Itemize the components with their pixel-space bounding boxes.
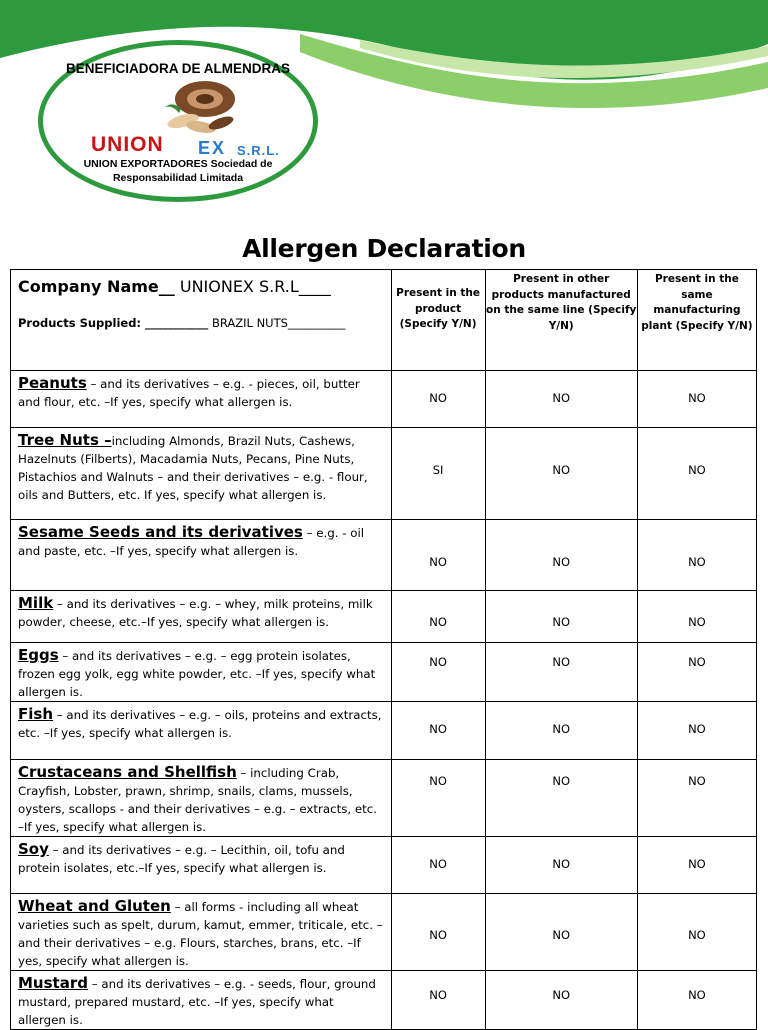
answer-product: NO (391, 894, 485, 971)
answer-plant: NO (637, 591, 756, 643)
allergen-description-cell (11, 591, 392, 643)
products-supplied-label: Products Supplied: ___________ (18, 316, 209, 330)
table-row (11, 591, 757, 643)
logo-brand-union: UNION (91, 133, 164, 156)
brazil-nut-icon (143, 79, 243, 141)
allergen-details: including Almonds, Brazil Nuts, Cashews, Hazelnuts (Filberts), Macadamia Nuts, Pecans, Pine Nuts, Pistachios and Walnuts – and their derivatives – e.g. - flour, oils and Butters, etc. If yes, specify what allergen is. (18, 434, 368, 502)
table-row (11, 371, 757, 428)
allergen-description-cell (11, 894, 392, 971)
answer-plant: NO (637, 643, 756, 702)
column-header-same-line: Present in other products manufactured on the same line (Specify Y/N) (485, 270, 637, 371)
allergen-details: – and its derivatives – e.g. – whey, milk proteins, milk powder, cheese, etc.–If yes, specify what allergen is. (18, 597, 373, 629)
answer-product: NO (391, 971, 485, 1030)
answer-line: NO (485, 837, 637, 894)
table-row (11, 428, 757, 520)
company-logo (38, 40, 318, 202)
table-row (11, 971, 757, 1030)
table-row (11, 760, 757, 837)
allergen-name: Soy (18, 840, 49, 858)
company-name-value: UNIONEX S.R.L____ (179, 277, 331, 296)
logo-subtitle (73, 157, 283, 185)
answer-product: NO (391, 520, 485, 591)
column-header-product: Present in the product (Specify Y/N) (391, 270, 485, 371)
products-supplied-value: BRAZIL NUTS__________ (211, 316, 346, 330)
answer-plant: NO (637, 837, 756, 894)
allergen-name: Mustard (18, 974, 88, 992)
allergen-description-cell (11, 760, 392, 837)
allergen-description-cell (11, 643, 392, 702)
allergen-description-cell (11, 371, 392, 428)
logo-subtitle-line2: Responsabilidad Limitada (112, 172, 244, 184)
answer-line: NO (485, 371, 637, 428)
table-row (11, 643, 757, 702)
answer-product: NO (391, 702, 485, 760)
answer-line: NO (485, 643, 637, 702)
answer-product: NO (391, 643, 485, 702)
table-row (11, 702, 757, 760)
answer-plant: NO (637, 428, 756, 520)
answer-line: NO (485, 520, 637, 591)
allergen-details: – and its derivatives – e.g. – egg protein isolates, frozen egg yolk, egg white powder, etc. –If yes, specify what allergen is. (18, 649, 376, 699)
logo-subtitle-line1: UNION EXPORTADORES Sociedad de (83, 158, 273, 170)
table-header-row (11, 270, 757, 371)
company-name-label: Company Name__ (18, 277, 175, 296)
allergen-details: – e.g. - oil and paste, etc. –If yes, specify what allergen is. (18, 526, 365, 558)
answer-plant: NO (637, 520, 756, 591)
table-row (11, 520, 757, 591)
answer-plant: NO (637, 371, 756, 428)
allergen-description-cell (11, 837, 392, 894)
answer-line: NO (485, 894, 637, 971)
allergen-name: Wheat and Gluten (18, 897, 171, 915)
answer-product: NO (391, 760, 485, 837)
column-header-same-plant: Present in the same manufacturing plant (Specify Y/N) (637, 270, 756, 371)
answer-plant: NO (637, 894, 756, 971)
table-row (11, 894, 757, 971)
allergen-details: – and its derivatives – e.g. - seeds, flour, ground mustard, prepared mustard, etc. –If yes, specify what allergen is. (18, 977, 376, 1027)
allergen-description-cell (11, 702, 392, 760)
answer-plant: NO (637, 702, 756, 760)
allergen-name: Sesame Seeds and its derivatives (18, 523, 303, 541)
answer-line: NO (485, 971, 637, 1030)
allergen-name: Milk (18, 594, 54, 612)
allergen-details: – and its derivatives – e.g. - pieces, oil, butter and flour, etc. –If yes, specify what allergen is. (18, 377, 360, 409)
allergen-table (10, 269, 757, 1030)
allergen-name: Peanuts (18, 374, 87, 392)
company-info-cell (11, 270, 392, 371)
answer-product: SI (391, 428, 485, 520)
allergen-description-cell (11, 971, 392, 1030)
allergen-details: – including Crab, Crayfish, Lobster, prawn, shrimp, snails, clams, mussels, oysters, scallops - and their derivatives – e.g. – extracts, etc. –If yes, specify what allergen is. (18, 766, 377, 834)
allergen-name: Tree Nuts – (18, 431, 112, 449)
answer-product: NO (391, 371, 485, 428)
answer-plant: NO (637, 971, 756, 1030)
allergen-details: – and its derivatives – e.g. – Lecithin, oil, tofu and protein isolates, etc.–If yes, specify what allergen is. (18, 843, 345, 875)
answer-line: NO (485, 702, 637, 760)
allergen-description-cell (11, 520, 392, 591)
logo-brand-ex: EX (198, 138, 227, 158)
answer-line: NO (485, 591, 637, 643)
answer-plant: NO (637, 760, 756, 837)
allergen-name: Eggs (18, 646, 59, 664)
table-row (11, 837, 757, 894)
answer-product: NO (391, 591, 485, 643)
allergen-details: – and its derivatives – e.g. – oils, proteins and extracts, etc. –If yes, specify what allergen is. (18, 708, 382, 740)
allergen-name: Crustaceans and Shellfish (18, 763, 237, 781)
answer-line: NO (485, 760, 637, 837)
logo-company-name: BENEFICIADORA DE ALMENDRAS (65, 61, 290, 76)
answer-product: NO (391, 837, 485, 894)
answer-line: NO (485, 428, 637, 520)
products-supplied-line (18, 314, 385, 332)
allergen-name: Fish (18, 705, 53, 723)
logo-brand-srl: S.R.L. (237, 143, 280, 158)
allergen-description-cell (11, 428, 392, 520)
company-name-line (18, 278, 385, 296)
allergen-details: – all forms - including all wheat varieties such as spelt, durum, kamut, emmer, triticale, etc. – and their derivatives – e.g. Flours, starches, brans, etc. –If yes, specify what allergen is. (18, 900, 383, 968)
document-title: Allergen Declaration (242, 234, 526, 263)
